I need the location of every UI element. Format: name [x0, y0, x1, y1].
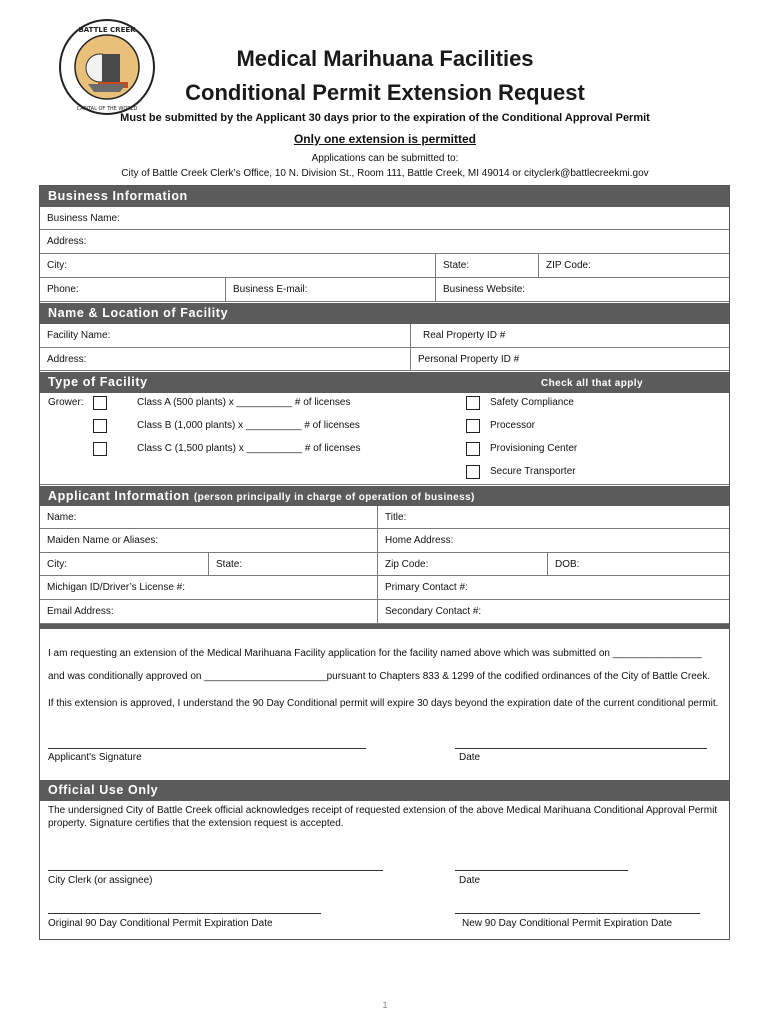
business-state-field[interactable]: State: — [435, 254, 538, 277]
applicant-signature-label: Applicant's Signature — [48, 752, 142, 763]
form-title-line2: Conditional Permit Extension Request — [185, 80, 585, 105]
city-seal-logo — [58, 18, 156, 116]
maiden-name-field[interactable]: Maiden Name or Aliases: — [47, 535, 159, 546]
business-website-field[interactable]: Business Website: — [435, 278, 731, 301]
svg-text:CAPITAL OF THE WORLD: CAPITAL OF THE WORLD — [76, 106, 138, 112]
secondary-contact-field[interactable]: Secondary Contact #: — [377, 600, 731, 623]
business-city-field[interactable]: City: — [47, 260, 67, 271]
processor-label: Processor — [490, 420, 536, 431]
applicant-heading-note: (person principally in charge of operation of business) — [193, 492, 475, 503]
svg-text:BATTLE CREEK: BATTLE CREEK — [78, 26, 136, 34]
statement-line-2: and was conditionally approved on ______________________pursuant to Chapters 833 & 1299 of the codified ordinances of the City of Battle Creek. — [48, 671, 711, 682]
home-address-field[interactable]: Home Address: — [377, 529, 731, 552]
class-a-label: Class A (500 plants) x __________ # of licenses — [137, 397, 351, 408]
class-c-label: Class C (1,500 plants) x __________ # of licenses — [137, 443, 361, 454]
business-contact-row — [40, 278, 729, 302]
business-name-field[interactable]: Business Name: — [47, 213, 120, 224]
facility-type-block — [40, 393, 729, 485]
applicant-license-row — [40, 576, 729, 600]
drivers-license-field[interactable]: Michigan ID/Driver’s License #: — [47, 582, 186, 593]
section-header-official: Official Use Only — [40, 780, 729, 801]
facility-address-field[interactable]: Address: — [47, 354, 87, 365]
check-all-note: Check all that apply — [541, 378, 643, 389]
submit-intro: Applications can be submitted to: — [311, 153, 459, 164]
statement-line-1: I am requesting an extension of the Medical Marihuana Facility application for the facility named above which was submitted on ________________ — [48, 648, 702, 659]
original-expiration-label: Original 90 Day Conditional Permit Expiration Date — [48, 918, 273, 929]
applicant-maiden-row — [40, 529, 729, 553]
original-expiration-line[interactable] — [48, 913, 321, 914]
clerk-signature-line[interactable] — [48, 870, 383, 871]
personal-property-id-field[interactable]: Personal Property ID # — [410, 348, 731, 370]
section-header-facility: Name & Location of Facility — [40, 303, 729, 324]
submit-address: City of Battle Creek Clerk’s Office, 10 N. Division St., Room 111, Battle Creek, MI 49014 or cityclerk@battlecreekmi.gov — [121, 168, 649, 179]
applicant-name-row — [40, 506, 729, 529]
applicant-state-field[interactable]: State: — [208, 553, 377, 575]
new-expiration-label: New 90 Day Conditional Permit Expiration Date — [462, 918, 673, 929]
business-address-row — [40, 230, 729, 254]
facility-name-row — [40, 324, 729, 348]
section-header-facility-type: Type of Facility Check all that apply — [40, 372, 729, 393]
primary-contact-field[interactable]: Primary Contact #: — [377, 576, 731, 599]
processor-checkbox[interactable] — [466, 419, 480, 433]
statement-line-3: If this extension is approved, I understand the 90 Day Conditional permit will expire 30 days beyond the expiration date of the current conditional permit. — [48, 698, 719, 709]
form-title-line1: Medical Marihuana Facilities — [236, 46, 534, 71]
provisioning-center-checkbox[interactable] — [466, 442, 480, 456]
applicant-date-label: Date — [459, 752, 481, 763]
grower-label: Grower: — [48, 397, 84, 408]
deadline-note: Must be submitted by the Applicant 30 days prior to the expiration of the Conditional Approval Permit — [120, 112, 650, 124]
business-city-row — [40, 254, 729, 278]
class-b-checkbox[interactable] — [93, 419, 107, 433]
official-acknowledgement: The undersigned City of Battle Creek official acknowledges receipt of requested extension of the above Medical Marihuana Conditional Approval Permit property. Signature certifies that the extension request is accepted. — [48, 805, 718, 829]
provisioning-center-label: Provisioning Center — [490, 443, 578, 454]
business-zip-field[interactable]: ZIP Code: — [538, 254, 731, 277]
secure-transporter-label: Secure Transporter — [490, 466, 576, 477]
real-property-id-field[interactable]: Real Property ID # — [410, 324, 731, 347]
class-b-label: Class B (1,000 plants) x __________ # of licenses — [137, 420, 360, 431]
new-expiration-line[interactable] — [455, 913, 700, 914]
applicant-email-row — [40, 600, 729, 624]
applicant-email-field[interactable]: Email Address: — [47, 606, 114, 617]
applicant-name-field[interactable]: Name: — [47, 512, 77, 523]
one-extension-note: Only one extension is permitted — [293, 132, 477, 146]
applicant-zip-field[interactable]: Zip Code: — [377, 553, 547, 575]
clerk-date-line[interactable] — [455, 870, 628, 871]
section-header-applicant: Applicant Information (person principally in charge of operation of business) — [40, 486, 729, 506]
business-phone-field[interactable]: Phone: — [47, 284, 79, 295]
clerk-date-label: Date — [459, 875, 481, 886]
applicant-title-field[interactable]: Title: — [377, 506, 731, 528]
form-body — [39, 185, 730, 940]
applicant-city-field[interactable]: City: — [47, 559, 67, 570]
facility-name-field[interactable]: Facility Name: — [47, 330, 111, 341]
facility-address-row — [40, 348, 729, 371]
applicant-dob-field[interactable]: DOB: — [547, 553, 731, 575]
applicant-date-line[interactable] — [455, 748, 707, 749]
statement-divider — [40, 624, 729, 629]
class-c-checkbox[interactable] — [93, 442, 107, 456]
secure-transporter-checkbox[interactable] — [466, 465, 480, 479]
class-a-checkbox[interactable] — [93, 396, 107, 410]
safety-compliance-checkbox[interactable] — [466, 396, 480, 410]
safety-compliance-label: Safety Compliance — [490, 397, 574, 408]
page-number: 1 — [382, 1000, 388, 1010]
business-name-row — [40, 207, 729, 230]
section-header-business: Business Information — [40, 186, 729, 207]
business-address-field[interactable]: Address: — [47, 236, 87, 247]
business-email-field[interactable]: Business E-mail: — [225, 278, 435, 301]
applicant-signature-line[interactable] — [48, 748, 366, 749]
clerk-signature-label: City Clerk (or assignee) — [48, 875, 153, 886]
applicant-city-row — [40, 553, 729, 576]
